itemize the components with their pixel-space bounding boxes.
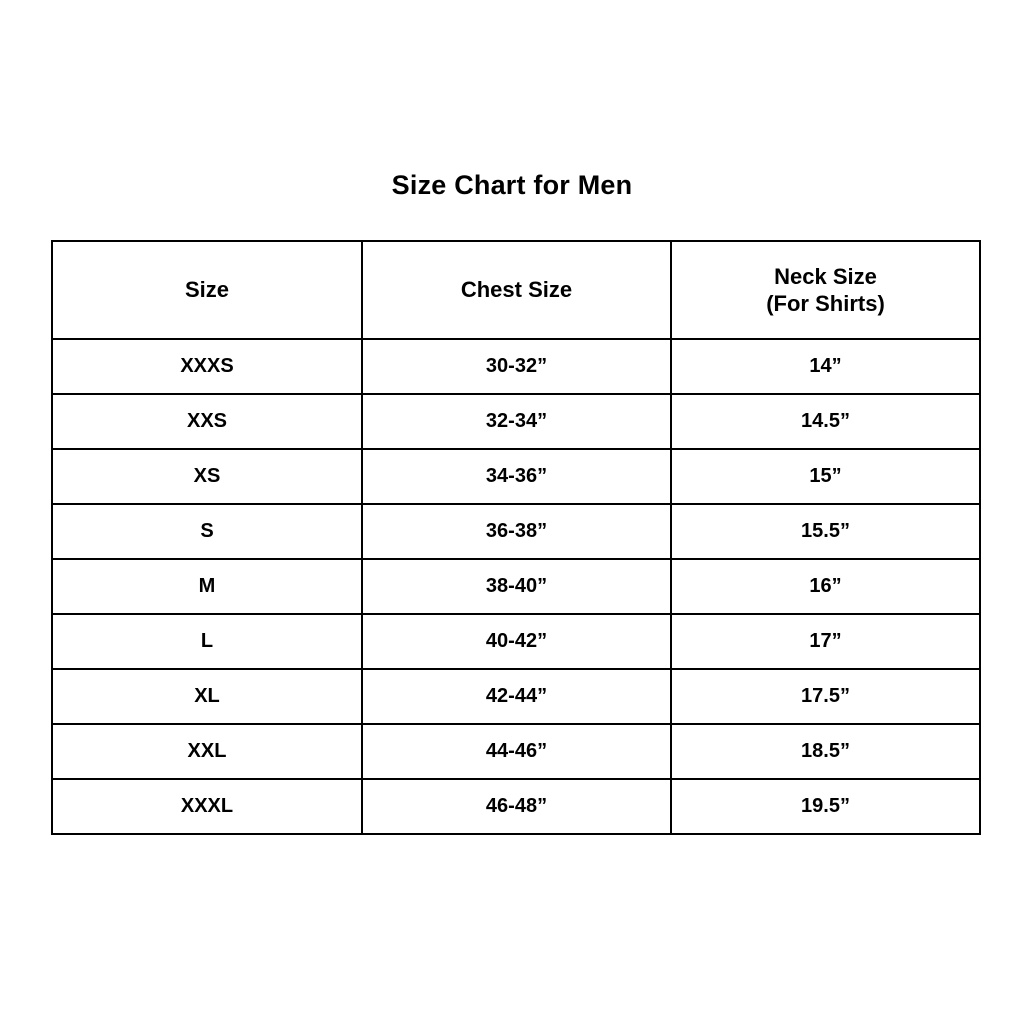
cell-chest: 40-42” <box>362 614 671 669</box>
table-row <box>52 779 980 834</box>
column-header-neck <box>671 241 980 339</box>
cell-size: XXS <box>52 394 362 449</box>
column-header-chest-label: Chest Size <box>460 277 573 303</box>
table-header <box>52 241 980 339</box>
cell-size: XXL <box>52 724 362 779</box>
column-header-neck-label: Neck Size <box>774 263 877 289</box>
cell-chest: 30-32” <box>362 339 671 394</box>
column-header-neck-sublabel: (For Shirts) <box>766 291 885 316</box>
table-row <box>52 339 980 394</box>
cell-chest: 32-34” <box>362 394 671 449</box>
page-title: Size Chart for Men <box>391 170 633 200</box>
table-row <box>52 724 980 779</box>
table-body <box>52 339 980 834</box>
cell-neck: 15.5” <box>671 504 980 559</box>
cell-neck: 18.5” <box>671 724 980 779</box>
cell-size: XS <box>52 449 362 504</box>
cell-neck: 15” <box>671 449 980 504</box>
cell-size: M <box>52 559 362 614</box>
cell-neck: 14.5” <box>671 394 980 449</box>
cell-size: XL <box>52 669 362 724</box>
table-header-row <box>52 241 980 339</box>
cell-size: L <box>52 614 362 669</box>
cell-chest: 42-44” <box>362 669 671 724</box>
cell-chest: 36-38” <box>362 504 671 559</box>
cell-neck: 19.5” <box>671 779 980 834</box>
table-row <box>52 614 980 669</box>
cell-size: XXXL <box>52 779 362 834</box>
column-header-size <box>52 241 362 339</box>
cell-chest: 34-36” <box>362 449 671 504</box>
table-row <box>52 669 980 724</box>
size-chart-table <box>51 240 981 835</box>
column-header-size-label: Size <box>184 277 230 303</box>
column-header-chest <box>362 241 671 339</box>
cell-neck: 14” <box>671 339 980 394</box>
cell-chest: 44-46” <box>362 724 671 779</box>
table-row <box>52 559 980 614</box>
cell-chest: 46-48” <box>362 779 671 834</box>
cell-neck: 16” <box>671 559 980 614</box>
table-row <box>52 394 980 449</box>
cell-size: XXXS <box>52 339 362 394</box>
table-row <box>52 504 980 559</box>
cell-neck: 17.5” <box>671 669 980 724</box>
cell-neck: 17” <box>671 614 980 669</box>
cell-size: S <box>52 504 362 559</box>
cell-chest: 38-40” <box>362 559 671 614</box>
table-row <box>52 449 980 504</box>
